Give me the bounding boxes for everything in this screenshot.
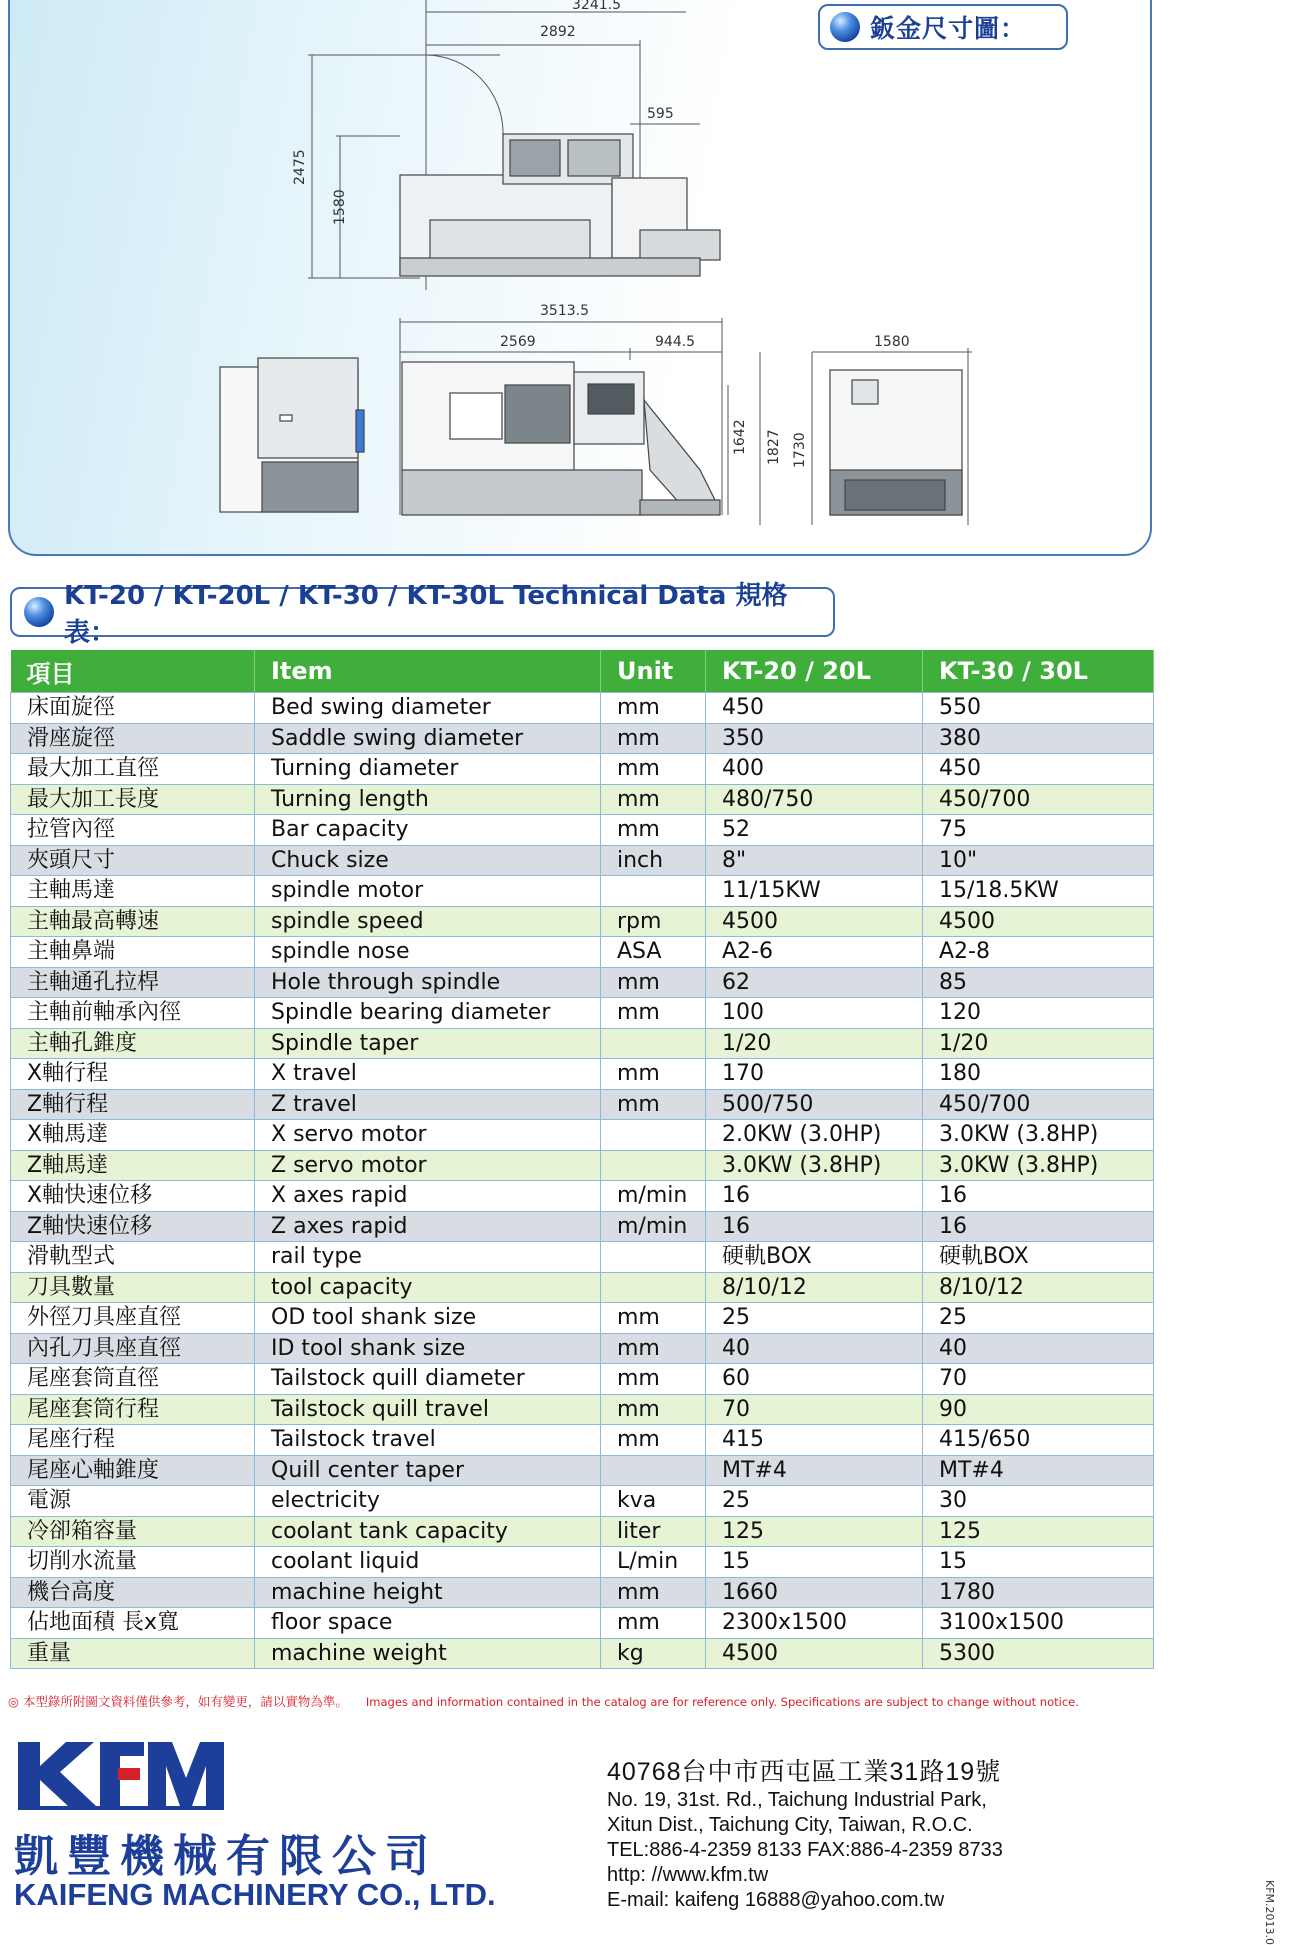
cell-item: Z travel: [255, 1089, 601, 1120]
cell-item: Chuck size: [255, 845, 601, 876]
table-row: [11, 1303, 1154, 1334]
catalog-code: KFM.2013.0: [1263, 1880, 1276, 1945]
table-row: [11, 815, 1154, 846]
cell-unit: mm: [601, 1608, 706, 1639]
cell-unit: mm: [601, 1089, 706, 1120]
cell-item: Saddle swing diameter: [255, 723, 601, 754]
cell-unit: [601, 1272, 706, 1303]
cell-item-zh: 尾座心軸錐度: [11, 1455, 255, 1486]
cell-kt30: 10": [923, 845, 1154, 876]
cell-item: coolant liquid: [255, 1547, 601, 1578]
cell-item: X servo motor: [255, 1120, 601, 1151]
kfm-logo: [18, 1742, 224, 1806]
dim-3241: 3241.5: [572, 0, 621, 13]
cell-unit: inch: [601, 845, 706, 876]
cell-unit: mm: [601, 967, 706, 998]
right-side-view: [830, 370, 962, 515]
cell-item-zh: 最大加工直徑: [11, 754, 255, 785]
cell-kt20: 16: [706, 1211, 923, 1242]
cell-unit: rpm: [601, 906, 706, 937]
cell-kt30: 15: [923, 1547, 1154, 1578]
cell-item: Tailstock quill travel: [255, 1394, 601, 1425]
cell-item-zh: 尾座行程: [11, 1425, 255, 1456]
disclaimer: [8, 1692, 1298, 1710]
table-header-row: [11, 650, 1154, 693]
tel-fax: TEL:886-4-2359 8133 FAX:886-4-2359 8733: [607, 1839, 1003, 1861]
cell-item-zh: 機台高度: [11, 1577, 255, 1608]
table-row: [11, 1547, 1154, 1578]
cell-kt20: 25: [706, 1486, 923, 1517]
cell-kt20: 8": [706, 845, 923, 876]
cell-kt30: 380: [923, 723, 1154, 754]
cell-item: Spindle bearing diameter: [255, 998, 601, 1029]
cell-kt30: 硬軌BOX: [923, 1242, 1154, 1273]
cell-unit: mm: [601, 815, 706, 846]
cell-item: Bar capacity: [255, 815, 601, 846]
cell-kt20: 11/15KW: [706, 876, 923, 907]
cell-kt20: 350: [706, 723, 923, 754]
cell-kt30: A2-8: [923, 937, 1154, 968]
cell-unit: [601, 1455, 706, 1486]
cell-kt20: 16: [706, 1181, 923, 1212]
cell-kt30: 3.0KW (3.8HP): [923, 1150, 1154, 1181]
header-item: Item: [255, 650, 601, 693]
table-row: [11, 1242, 1154, 1273]
cell-unit: liter: [601, 1516, 706, 1547]
table-row: [11, 1364, 1154, 1395]
cell-kt30: 5300: [923, 1638, 1154, 1669]
cell-item: Hole through spindle: [255, 967, 601, 998]
cell-unit: kva: [601, 1486, 706, 1517]
cell-kt30: 3100x1500: [923, 1608, 1154, 1639]
cell-unit: [601, 876, 706, 907]
header-item-zh: 項目: [11, 650, 255, 693]
cell-kt30: 1/20: [923, 1028, 1154, 1059]
cell-item-zh: 主軸前軸承內徑: [11, 998, 255, 1029]
cell-item: machine height: [255, 1577, 601, 1608]
logo-underline: [18, 1806, 224, 1810]
cell-kt30: 40: [923, 1333, 1154, 1364]
cell-unit: mm: [601, 1364, 706, 1395]
cell-kt30: 450/700: [923, 784, 1154, 815]
dim-595: 595: [647, 106, 674, 122]
cell-item-zh: 切削水流量: [11, 1547, 255, 1578]
cell-kt30: 180: [923, 1059, 1154, 1090]
front-view-machine: [402, 362, 720, 515]
company-name-zh: 凱豐機械有限公司: [14, 1831, 438, 1882]
cell-kt20: 25: [706, 1303, 923, 1334]
table-row: [11, 1577, 1154, 1608]
address-en-line-2: Xitun Dist., Taichung City, Taiwan, R.O.C.: [607, 1814, 973, 1836]
cell-kt30: 90: [923, 1394, 1154, 1425]
cell-kt20: 1/20: [706, 1028, 923, 1059]
cell-unit: mm: [601, 754, 706, 785]
cell-kt20: 415: [706, 1425, 923, 1456]
spec-table: [10, 650, 1154, 1669]
table-row: [11, 754, 1154, 785]
cell-item: Turning diameter: [255, 754, 601, 785]
cell-item-zh: X軸快速位移: [11, 1181, 255, 1212]
cell-item: X travel: [255, 1059, 601, 1090]
cell-kt30: 75: [923, 815, 1154, 846]
company-name-en: KAIFENG MACHINERY CO., LTD.: [14, 1877, 496, 1912]
cell-item-zh: 佔地面積 長x寬: [11, 1608, 255, 1639]
cell-item: OD tool shank size: [255, 1303, 601, 1334]
cell-item: Tailstock quill diameter: [255, 1364, 601, 1395]
header-unit: Unit: [601, 650, 706, 693]
disclaimer-zh: ◎ 本型錄所附圖文資料僅供參考，如有變更，請以實物為準。: [8, 1694, 348, 1709]
cell-item-zh: Z軸行程: [11, 1089, 255, 1120]
address-en-line-1: No. 19, 31st. Rd., Taichung Industrial Park,: [607, 1789, 987, 1811]
drawing-title-box: [818, 4, 1068, 50]
table-row: [11, 876, 1154, 907]
dim-2569: 2569: [500, 334, 536, 350]
header-kt20: KT-20 / 20L: [706, 650, 923, 693]
cell-kt20: A2-6: [706, 937, 923, 968]
cell-unit: ASA: [601, 937, 706, 968]
table-row: [11, 1059, 1154, 1090]
cell-unit: L/min: [601, 1547, 706, 1578]
cell-item-zh: 床面旋徑: [11, 693, 255, 724]
table-row: [11, 1486, 1154, 1517]
cell-kt30: 125: [923, 1516, 1154, 1547]
dim-2892: 2892: [540, 24, 576, 40]
table-row: [11, 967, 1154, 998]
cell-item: ID tool shank size: [255, 1333, 601, 1364]
table-row: [11, 998, 1154, 1029]
cell-item-zh: 滑座旋徑: [11, 723, 255, 754]
table-row: [11, 1638, 1154, 1669]
cell-item: Quill center taper: [255, 1455, 601, 1486]
cell-kt20: 62: [706, 967, 923, 998]
table-row: [11, 1028, 1154, 1059]
cell-kt20: 450: [706, 693, 923, 724]
email-link[interactable]: E-mail: kaifeng 16888@yahoo.com.tw: [607, 1889, 945, 1911]
cell-item: floor space: [255, 1608, 601, 1639]
table-row: [11, 1425, 1154, 1456]
cell-item: electricity: [255, 1486, 601, 1517]
cell-kt20: 170: [706, 1059, 923, 1090]
cell-unit: m/min: [601, 1181, 706, 1212]
table-row: [11, 1272, 1154, 1303]
cell-kt30: 85: [923, 967, 1154, 998]
cell-unit: mm: [601, 1333, 706, 1364]
bullet-icon: [24, 597, 54, 627]
cell-kt20: 480/750: [706, 784, 923, 815]
technical-data-title-box: [10, 581, 835, 648]
table-row: [11, 937, 1154, 968]
table-row: [11, 1211, 1154, 1242]
cell-unit: mm: [601, 1059, 706, 1090]
cell-item: Spindle taper: [255, 1028, 601, 1059]
cell-item-zh: 外徑刀具座直徑: [11, 1303, 255, 1334]
cell-kt30: 450: [923, 754, 1154, 785]
cell-kt30: 3.0KW (3.8HP): [923, 1120, 1154, 1151]
cell-kt20: 2.0KW (3.0HP): [706, 1120, 923, 1151]
cell-item-zh: 刀具數量: [11, 1272, 255, 1303]
cell-item-zh: 主軸馬達: [11, 876, 255, 907]
website-link[interactable]: http: //www.kfm.tw: [607, 1864, 769, 1886]
cell-item: machine weight: [255, 1638, 601, 1669]
cell-kt30: 30: [923, 1486, 1154, 1517]
cell-unit: [601, 1028, 706, 1059]
cell-kt20: 2300x1500: [706, 1608, 923, 1639]
cell-item-zh: 滑軌型式: [11, 1242, 255, 1273]
table-row: [11, 1120, 1154, 1151]
cell-kt20: 硬軌BOX: [706, 1242, 923, 1273]
cell-kt20: 3.0KW (3.8HP): [706, 1150, 923, 1181]
cell-item-zh: 內孔刀具座直徑: [11, 1333, 255, 1364]
cell-kt20: 60: [706, 1364, 923, 1395]
cell-unit: mm: [601, 1577, 706, 1608]
dim-1827: 1827: [766, 429, 782, 465]
table-row: [11, 1150, 1154, 1181]
cell-item: spindle nose: [255, 937, 601, 968]
cell-kt20: 500/750: [706, 1089, 923, 1120]
cell-unit: mm: [601, 784, 706, 815]
cell-item: Z axes rapid: [255, 1211, 601, 1242]
cell-unit: mm: [601, 1303, 706, 1334]
cell-kt30: 1780: [923, 1577, 1154, 1608]
cell-kt30: 8/10/12: [923, 1272, 1154, 1303]
cell-kt30: 16: [923, 1211, 1154, 1242]
cell-kt20: 1660: [706, 1577, 923, 1608]
cell-item: spindle motor: [255, 876, 601, 907]
disclaimer-en: Images and information contained in the catalog are for reference only. Specifications are subject to change without notice.: [365, 1695, 1079, 1709]
cell-item: coolant tank capacity: [255, 1516, 601, 1547]
cell-kt30: 550: [923, 693, 1154, 724]
table-row: [11, 784, 1154, 815]
table-row: [11, 1455, 1154, 1486]
cell-kt20: 70: [706, 1394, 923, 1425]
cell-item: rail type: [255, 1242, 601, 1273]
dim-3513: 3513.5: [540, 303, 589, 319]
cell-item-zh: Z軸快速位移: [11, 1211, 255, 1242]
cell-kt20: 4500: [706, 1638, 923, 1669]
cell-kt30: 70: [923, 1364, 1154, 1395]
cell-item-zh: X軸馬達: [11, 1120, 255, 1151]
cell-kt30: 415/650: [923, 1425, 1154, 1456]
cell-item: Tailstock travel: [255, 1425, 601, 1456]
cell-unit: [601, 1150, 706, 1181]
dim-944: 944.5: [655, 334, 696, 350]
table-row: [11, 845, 1154, 876]
cell-unit: mm: [601, 723, 706, 754]
cell-item-zh: 最大加工長度: [11, 784, 255, 815]
cell-unit: mm: [601, 693, 706, 724]
cell-kt20: 40: [706, 1333, 923, 1364]
cell-item-zh: 主軸通孔拉桿: [11, 967, 255, 998]
cell-unit: mm: [601, 1425, 706, 1456]
dim-1730: 1730: [792, 432, 808, 468]
cell-kt20: MT#4: [706, 1455, 923, 1486]
cell-item: X axes rapid: [255, 1181, 601, 1212]
cell-item-zh: Z軸馬達: [11, 1150, 255, 1181]
dim-1580-vertical: 1580: [332, 189, 348, 225]
cell-unit: mm: [601, 998, 706, 1029]
cell-kt30: 25: [923, 1303, 1154, 1334]
cell-item-zh: 夾頭尺寸: [11, 845, 255, 876]
cell-kt30: 120: [923, 998, 1154, 1029]
dimension-drawings: [0, 0, 1302, 560]
cell-unit: m/min: [601, 1211, 706, 1242]
cell-item-zh: X軸行程: [11, 1059, 255, 1090]
cell-kt20: 8/10/12: [706, 1272, 923, 1303]
cell-item-zh: 尾座套筒行程: [11, 1394, 255, 1425]
cell-kt20: 100: [706, 998, 923, 1029]
table-row: [11, 1516, 1154, 1547]
cell-kt30: 450/700: [923, 1089, 1154, 1120]
table-row: [11, 1089, 1154, 1120]
cell-item-zh: 主軸鼻端: [11, 937, 255, 968]
top-view-machine: [400, 134, 720, 276]
cell-item: Z servo motor: [255, 1150, 601, 1181]
cell-item-zh: 重量: [11, 1638, 255, 1669]
cell-kt30: 16: [923, 1181, 1154, 1212]
cell-item: Turning length: [255, 784, 601, 815]
contact-block: [607, 1756, 1167, 1913]
table-row: [11, 1333, 1154, 1364]
table-row: [11, 1181, 1154, 1212]
cell-unit: mm: [601, 1394, 706, 1425]
cell-unit: [601, 1242, 706, 1273]
cell-item-zh: 冷卻箱容量: [11, 1516, 255, 1547]
address-zh: 40768台中市西屯區工業31路19號: [607, 1758, 1002, 1786]
dim-2475: 2475: [292, 149, 308, 185]
cell-item-zh: 主軸孔錐度: [11, 1028, 255, 1059]
cell-item: Bed swing diameter: [255, 693, 601, 724]
cell-item-zh: 尾座套筒直徑: [11, 1364, 255, 1395]
cell-item-zh: 電源: [11, 1486, 255, 1517]
cell-unit: kg: [601, 1638, 706, 1669]
cell-kt30: 15/18.5KW: [923, 876, 1154, 907]
cell-kt30: MT#4: [923, 1455, 1154, 1486]
bullet-icon: [830, 12, 860, 42]
cell-kt20: 4500: [706, 906, 923, 937]
cell-item-zh: 主軸最高轉速: [11, 906, 255, 937]
cell-item-zh: 拉管內徑: [11, 815, 255, 846]
dim-1642: 1642: [732, 419, 748, 455]
table-row: [11, 1608, 1154, 1639]
header-kt30: KT-30 / 30L: [923, 650, 1154, 693]
technical-data-title: KT-20 / KT-20L / KT-30 / KT-30L Technical Data 規格表：: [64, 581, 788, 648]
table-row: [11, 693, 1154, 724]
cell-kt20: 400: [706, 754, 923, 785]
left-side-view: [220, 358, 364, 512]
table-row: [11, 906, 1154, 937]
cell-kt30: 4500: [923, 906, 1154, 937]
cell-kt20: 125: [706, 1516, 923, 1547]
drawing-title: 鈑金尺寸圖：: [870, 14, 1027, 43]
cell-kt20: 52: [706, 815, 923, 846]
table-row: [11, 723, 1154, 754]
dim-1580-horizontal: 1580: [874, 334, 910, 350]
cell-item: tool capacity: [255, 1272, 601, 1303]
cell-kt20: 15: [706, 1547, 923, 1578]
cell-item: spindle speed: [255, 906, 601, 937]
table-row: [11, 1394, 1154, 1425]
cell-unit: [601, 1120, 706, 1151]
